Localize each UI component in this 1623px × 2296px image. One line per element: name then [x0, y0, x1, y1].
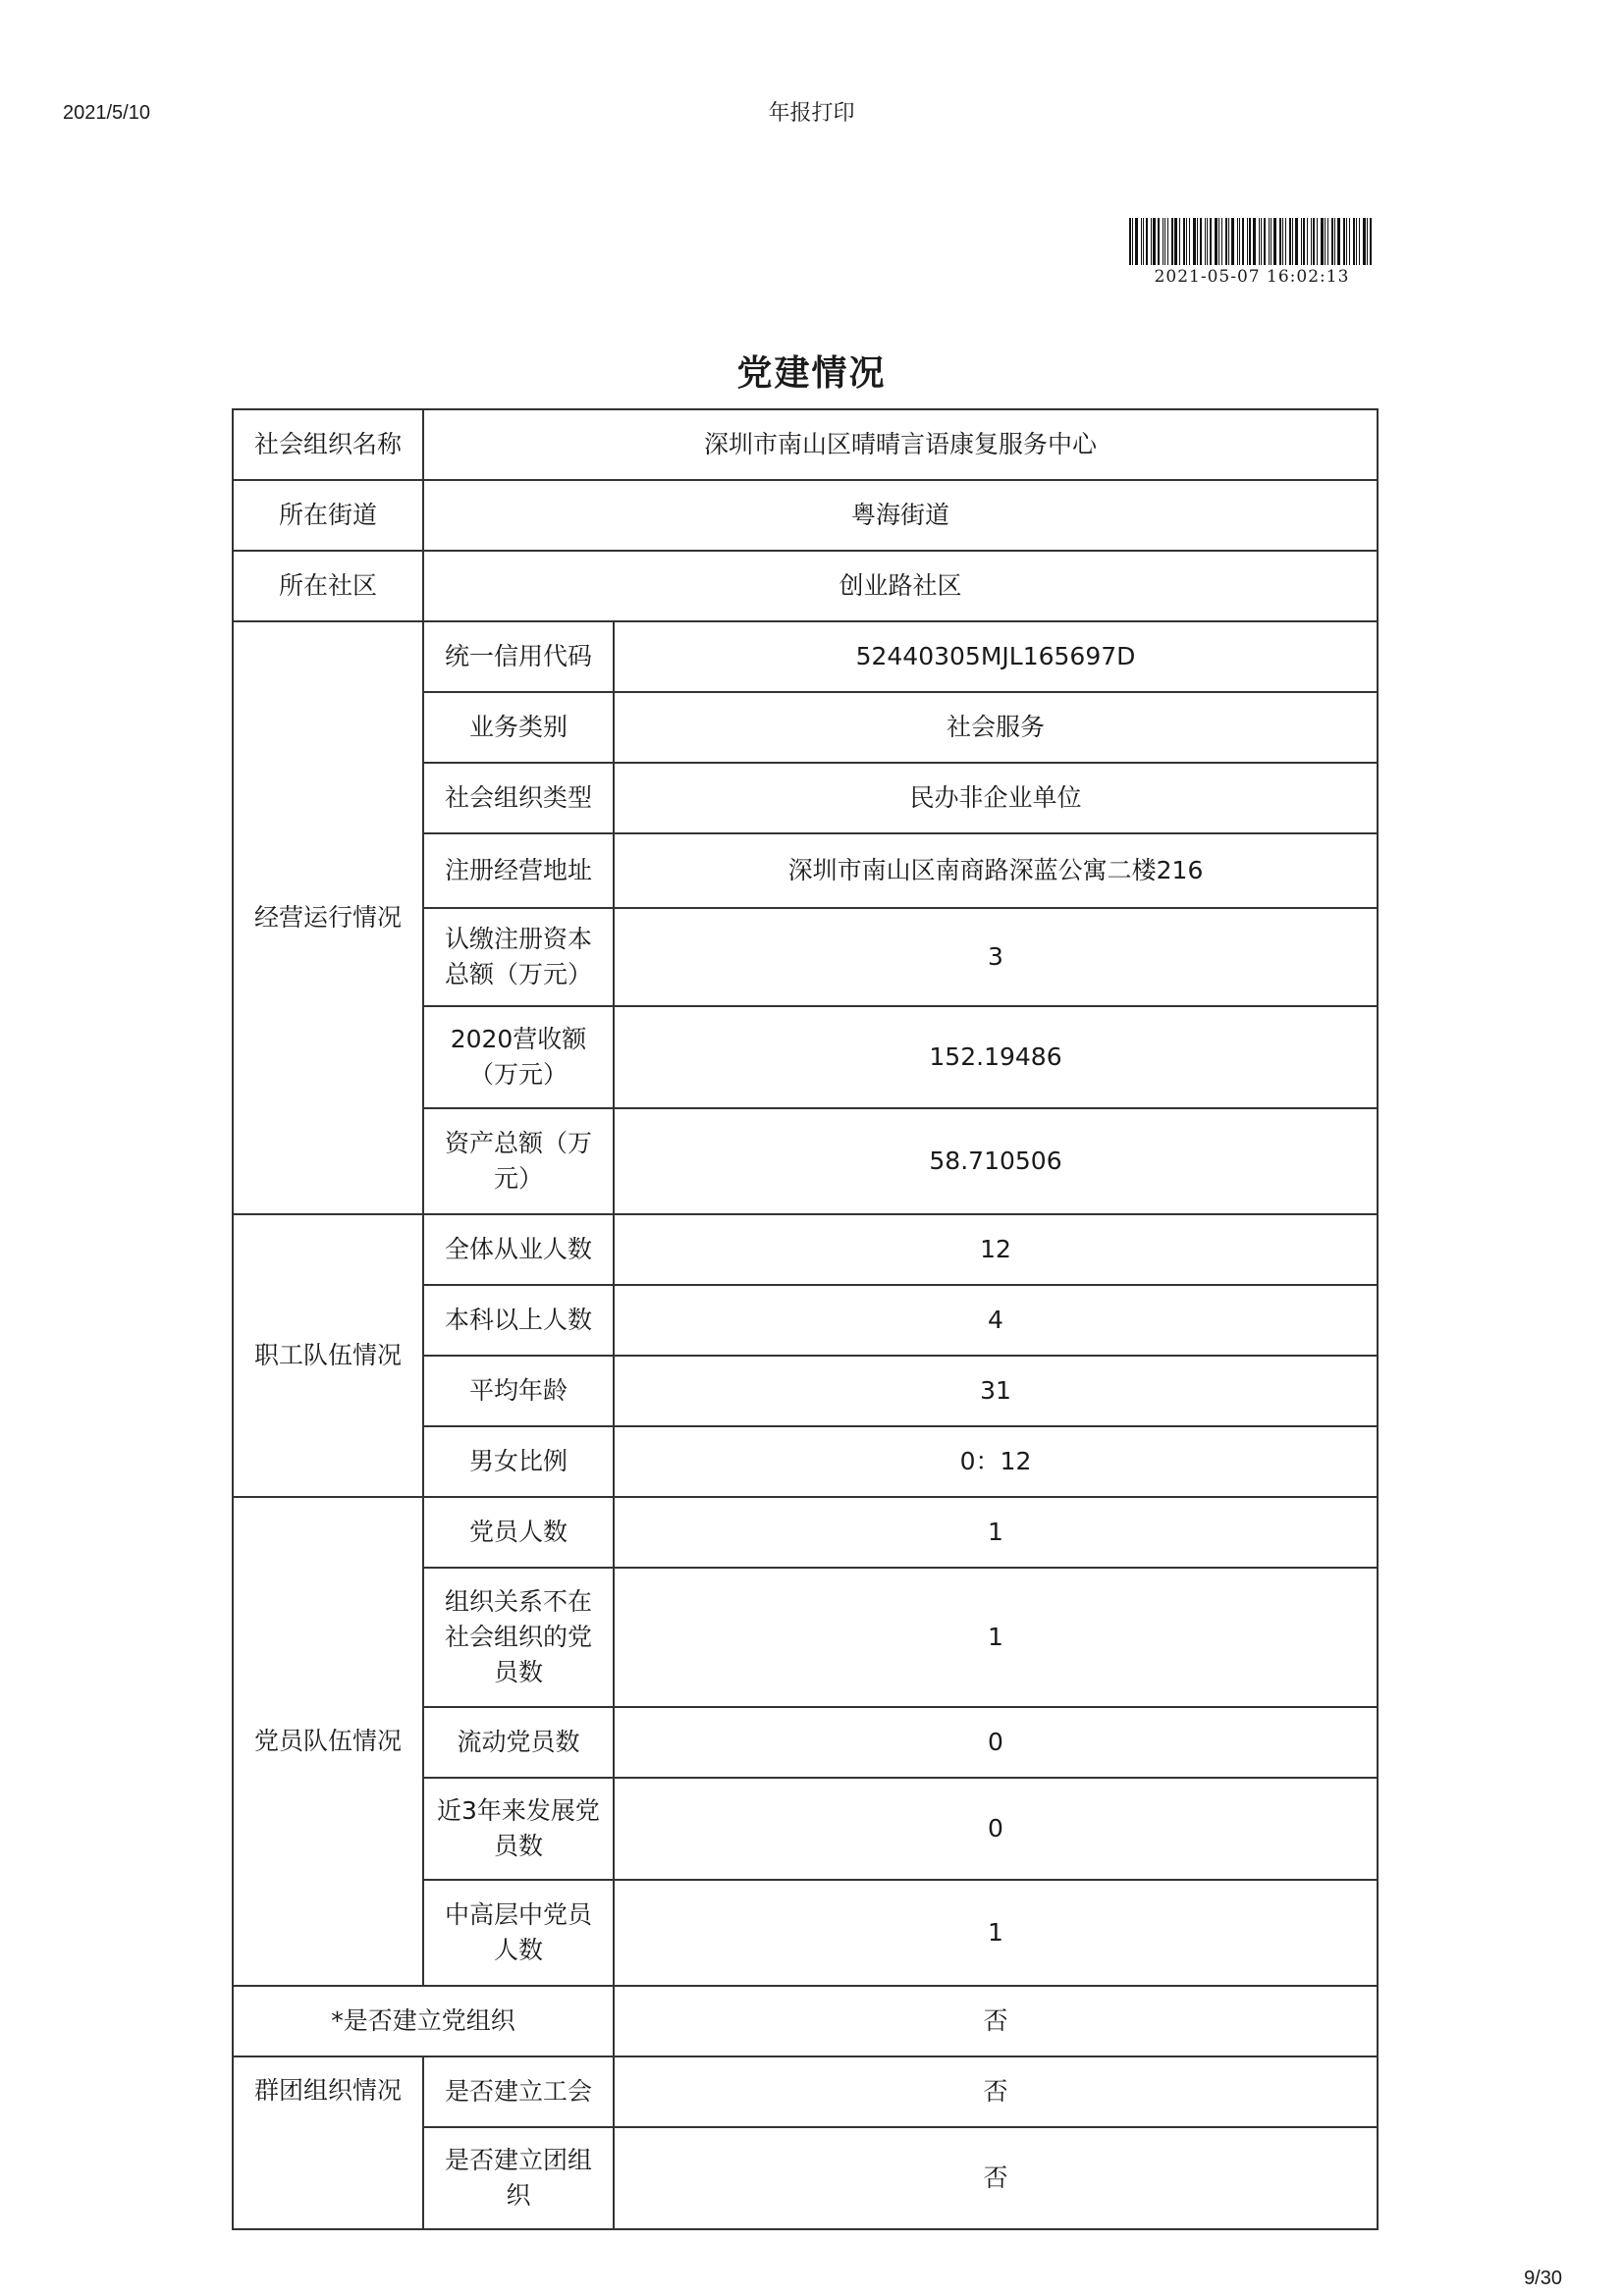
- barcode-bar: [1285, 218, 1286, 265]
- barcode-timestamp: 2021-05-07 16:02:13: [1154, 267, 1350, 287]
- barcode-bar: [1279, 218, 1281, 265]
- barcode-bar: [1179, 218, 1180, 265]
- party-members-row-label: 中高层中党员人数: [423, 1880, 614, 1986]
- barcode-bar: [1193, 218, 1196, 265]
- operation-row-label: 统一信用代码: [423, 621, 614, 692]
- mass-org-row-label: 是否建立团组织: [423, 2127, 614, 2229]
- print-date: 2021/5/10: [63, 102, 150, 124]
- barcode-bar: [1164, 218, 1165, 265]
- barcode-bar: [1334, 218, 1335, 265]
- barcode-bar: [1356, 218, 1357, 265]
- barcode-bar: [1174, 218, 1177, 265]
- barcode-bar: [1359, 218, 1360, 265]
- party-members-row-value: 1: [614, 1880, 1378, 1986]
- operation-row-value: 深圳市南山区南商路深蓝公寓二楼216: [614, 833, 1378, 908]
- barcode-bar: [1215, 218, 1217, 265]
- barcode-bar: [1242, 218, 1244, 265]
- barcode-bar: [1313, 218, 1315, 265]
- mass-org-row-value: 否: [614, 2056, 1378, 2127]
- staff-row-value: 4: [614, 1285, 1378, 1356]
- barcode-bar: [1301, 218, 1302, 265]
- staff-section-label: 职工队伍情况: [233, 1214, 423, 1497]
- barcode-bar: [1349, 218, 1350, 265]
- barcode-bar: [1317, 218, 1318, 265]
- barcode-bar: [1146, 218, 1148, 265]
- table-row: [233, 1214, 1378, 1285]
- barcode-bar: [1289, 218, 1291, 265]
- barcode-bar: [1292, 218, 1293, 265]
- mass-org-section-label: 群团组织情况: [233, 2056, 423, 2229]
- barcode-bar: [1253, 218, 1256, 265]
- operation-row-label: 资产总额（万元）: [423, 1108, 614, 1214]
- barcode-bar: [1307, 218, 1308, 265]
- barcode-bar: [1259, 218, 1260, 265]
- barcode-bar: [1183, 218, 1185, 265]
- barcode-bar: [1337, 218, 1340, 265]
- barcode-bar: [1363, 218, 1366, 265]
- operation-row-value: 58.710506: [614, 1108, 1378, 1214]
- party-members-row-value: 1: [614, 1497, 1378, 1568]
- operation-row-label: 社会组织类型: [423, 763, 614, 833]
- party-members-row-value: 1: [614, 1568, 1378, 1707]
- barcode-bar: [1237, 218, 1238, 265]
- operation-section-label: 经营运行情况: [233, 621, 423, 1214]
- barcode-bar: [1132, 218, 1133, 265]
- barcode-bar: [1311, 218, 1312, 265]
- barcode-bar: [1247, 218, 1248, 265]
- barcode-bar: [1225, 218, 1227, 265]
- barcode-bar: [1367, 218, 1368, 265]
- community-value: 创业路社区: [423, 551, 1378, 621]
- barcode-bar: [1231, 218, 1234, 265]
- barcode-bar: [1261, 218, 1262, 265]
- page-header-title: 年报打印: [768, 101, 855, 126]
- page-number: 9/30: [1524, 2268, 1562, 2289]
- community-label: 所在社区: [233, 551, 423, 621]
- operation-row-label: 2020营收额（万元）: [423, 1006, 614, 1108]
- barcode-bar: [1249, 218, 1251, 265]
- staff-row-label: 本科以上人数: [423, 1285, 614, 1356]
- barcode-bar: [1353, 218, 1355, 265]
- operation-row-value: 3: [614, 908, 1378, 1006]
- barcode-bar: [1197, 218, 1198, 265]
- party-building-form: [232, 408, 1379, 2230]
- staff-row-label: 全体从业人数: [423, 1214, 614, 1285]
- barcode-bar: [1143, 218, 1144, 265]
- form-row-street: [233, 480, 1378, 551]
- operation-row-value: 社会服务: [614, 692, 1378, 763]
- table-row: [233, 2056, 1378, 2127]
- barcode-bar: [1151, 218, 1152, 265]
- staff-row-label: 平均年龄: [423, 1356, 614, 1426]
- barcode-bar: [1153, 218, 1156, 265]
- org-name-label: 社会组织名称: [233, 409, 423, 480]
- barcode-bar: [1158, 218, 1160, 265]
- barcode-bar: [1200, 218, 1202, 265]
- staff-row-value: 12: [614, 1214, 1378, 1285]
- barcode-bar: [1205, 218, 1206, 265]
- mass-org-row-value: 否: [614, 2127, 1378, 2229]
- party-members-row-value: 0: [614, 1778, 1378, 1880]
- party-org-value: 否: [614, 1986, 1378, 2056]
- barcode-bar: [1370, 218, 1372, 265]
- form-row-party-org: [233, 1986, 1378, 2056]
- org-name-value: 深圳市南山区晴晴言语康复服务中心: [423, 409, 1378, 480]
- barcode-bar: [1303, 218, 1305, 265]
- barcode-bar: [1135, 218, 1138, 265]
- barcode-bar: [1269, 218, 1270, 265]
- barcode-bar: [1207, 218, 1208, 265]
- street-value: 粤海街道: [423, 480, 1378, 551]
- operation-row-label: 认缴注册资本总额（万元）: [423, 908, 614, 1006]
- operation-row-value: 52440305MJL165697D: [614, 621, 1378, 692]
- barcode-bar: [1239, 218, 1240, 265]
- mass-org-row-label: 是否建立工会: [423, 2056, 614, 2127]
- barcode-bar: [1321, 218, 1324, 265]
- barcode-bar: [1129, 218, 1131, 265]
- party-members-row-value: 0: [614, 1707, 1378, 1778]
- operation-row-value: 民办非企业单位: [614, 763, 1378, 833]
- operation-row-label: 业务类别: [423, 692, 614, 763]
- barcode-bar: [1343, 218, 1345, 265]
- barcode-bar: [1264, 218, 1266, 265]
- barcode-bar: [1327, 218, 1328, 265]
- barcode-bar: [1167, 218, 1168, 265]
- street-label: 所在街道: [233, 480, 423, 551]
- document-title: 党建情况: [736, 353, 887, 394]
- staff-row-label: 男女比例: [423, 1426, 614, 1497]
- table-row: [233, 621, 1378, 692]
- operation-row-value: 152.19486: [614, 1006, 1378, 1108]
- party-members-row-label: 组织关系不在社会组织的党员数: [423, 1568, 614, 1707]
- barcode-bar: [1282, 218, 1283, 265]
- staff-row-value: 31: [614, 1356, 1378, 1426]
- barcode-bar: [1171, 218, 1173, 265]
- barcode-bar: [1221, 218, 1222, 265]
- barcode-bar: [1189, 218, 1190, 265]
- form-row-community: [233, 551, 1378, 621]
- barcode-bar: [1210, 218, 1212, 265]
- barcode-bar: [1273, 218, 1276, 265]
- party-members-row-label: 流动党员数: [423, 1707, 614, 1778]
- barcode-bar: [1228, 218, 1229, 265]
- barcode-bar: [1218, 218, 1219, 265]
- party-members-row-label: 党员人数: [423, 1497, 614, 1568]
- staff-row-value: 0：12: [614, 1426, 1378, 1497]
- operation-row-label: 注册经营地址: [423, 833, 614, 908]
- barcode-image: [1129, 218, 1375, 265]
- party-org-label: *是否建立党组织: [233, 1986, 614, 2056]
- barcode-bar: [1346, 218, 1347, 265]
- barcode-bar: [1295, 218, 1298, 265]
- party-members-row-label: 近3年来发展党员数: [423, 1778, 614, 1880]
- barcode-bar: [1331, 218, 1333, 265]
- barcode-bar: [1141, 218, 1142, 265]
- form-row-org-name: [233, 409, 1378, 480]
- barcode-bar: [1186, 218, 1187, 265]
- table-row: [233, 1497, 1378, 1568]
- party-members-section-label: 党员队伍情况: [233, 1497, 423, 1986]
